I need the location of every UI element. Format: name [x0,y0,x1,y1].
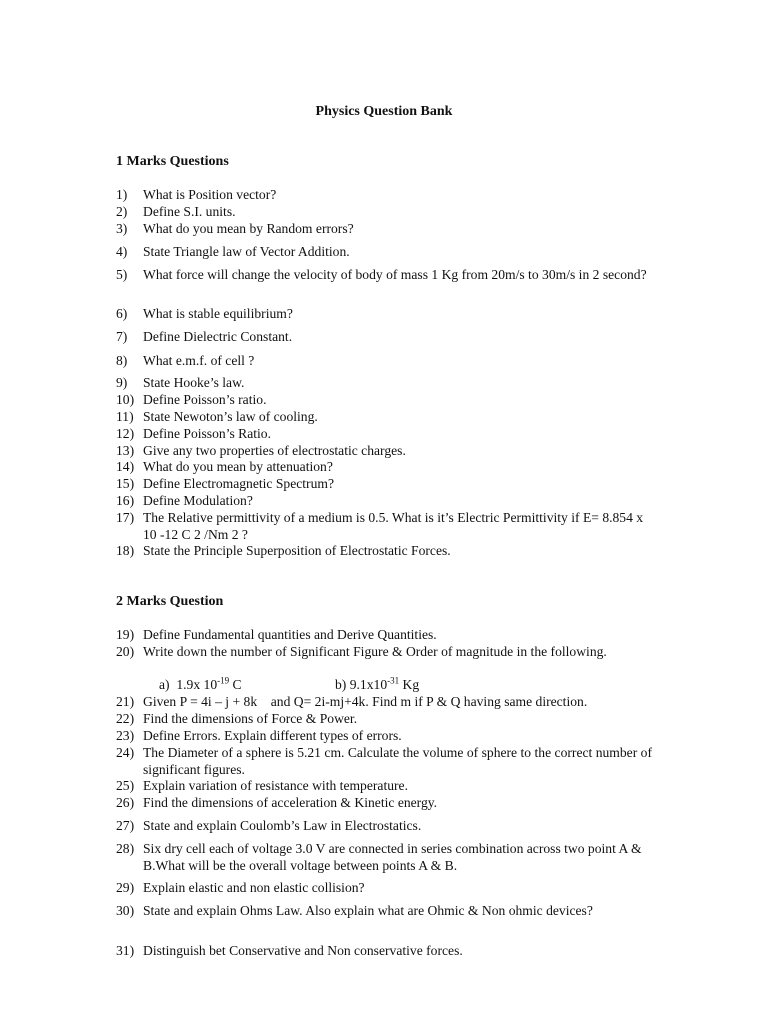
question-item [116,795,652,812]
question-number: 12) [116,426,135,441]
question-text: Write down the number of Significant Figure & Order of magnitude in the following. [143,644,607,659]
question-number: 14) [116,459,135,474]
question-number: 29) [116,880,135,895]
question-item [116,880,652,897]
section-heading-2-marks: 2 Marks Question [116,594,224,609]
question-item [116,694,652,711]
question-text: The Relative permittivity of a medium is 0.5. What is it’s Electric Permittivity if E= 8.854 x 10 -12 C 2 /Nm 2 ? [143,510,644,542]
question-item [116,204,652,221]
option-a-value: 1.9x 10 [176,677,218,692]
question-item [116,459,652,476]
question-text: The Diameter of a sphere is 5.21 cm. Calculate the volume of sphere to the correct number of significant figures. [143,745,652,777]
question-text: What is stable equilibrium? [143,306,293,321]
question-text: What do you mean by Random errors? [143,221,354,236]
question-item [116,644,652,661]
question-item [116,426,652,443]
question-number: 13) [116,443,135,458]
question-number: 5) [116,267,128,282]
question-text: Six dry cell each of voltage 3.0 V are connected in series combination across two point A & B.What will be the overall voltage between points A & B. [143,841,642,873]
option-b-exponent: -31 [387,675,400,686]
question-text: Define Fundamental quantities and Derive Quantities. [143,627,437,642]
question-text: Define Errors. Explain different types of errors. [143,728,402,743]
question-text: State Newoton’s law of cooling. [143,409,318,424]
option-a-label: a) [159,677,170,692]
question-number: 3) [116,221,128,236]
question-number: 7) [116,329,128,344]
option-a-exponent: -19 [217,675,230,686]
question-number: 8) [116,353,128,368]
question-item [116,244,652,261]
question-number: 15) [116,476,135,491]
question-item [116,329,652,346]
question-number: 6) [116,306,128,321]
question-item [116,818,652,835]
question-item [116,903,652,920]
question-text: What is Position vector? [143,187,277,202]
question-number: 23) [116,728,135,743]
question-text: State and explain Coulomb’s Law in Electrostatics. [143,818,422,833]
question-item [116,221,652,238]
question-text: Distinguish bet Conservative and Non conservative forces. [143,943,463,958]
question-number: 21) [116,694,135,709]
question-item [116,267,652,284]
question-number: 22) [116,711,135,726]
question-text: Find the dimensions of Force & Power. [143,711,358,726]
question-number: 27) [116,818,135,833]
question-number: 1) [116,187,128,202]
question-item [116,409,652,426]
option-b-label: b) [335,677,347,692]
question-text: What do you mean by attenuation? [143,459,333,474]
option-a-unit: C [232,677,242,692]
question-text: Define Poisson’s Ratio. [143,426,272,441]
question-number: 11) [116,409,134,424]
question-text: What force will change the velocity of body of mass 1 Kg from 20m/s to 30m/s in 2 second? [143,267,647,282]
question-item [116,476,652,493]
question-text: Explain elastic and non elastic collision? [143,880,365,895]
question-item [116,375,652,392]
question-number: 20) [116,644,135,659]
question-item [116,493,652,510]
question-text: Define Electromagnetic Spectrum? [143,476,334,491]
question-number: 28) [116,841,135,856]
question-text: Give any two properties of electrostatic charges. [143,443,406,458]
question-number: 9) [116,375,128,390]
question-number: 4) [116,244,128,259]
question-item [116,306,652,323]
question-text: Define Poisson’s ratio. [143,392,267,407]
question-item [116,943,652,960]
question-text: State Hooke’s law. [143,375,245,390]
question-number: 17) [116,510,135,525]
question-text: Define Modulation? [143,493,253,508]
question-number: 10) [116,392,135,407]
question-item [116,841,652,874]
question-number: 2) [116,204,128,219]
section-heading-1-marks: 1 Marks Questions [116,154,229,169]
question-item [116,187,652,204]
question-item [116,543,652,560]
question-text: What e.m.f. of cell ? [143,353,255,368]
question-number: 26) [116,795,135,810]
option-a [159,677,242,694]
question-text: State and explain Ohms Law. Also explain what are Ohmic & Non ohmic devices? [143,903,593,918]
question-text: Define S.I. units. [143,204,236,219]
question-item [116,443,652,460]
question-text: Explain variation of resistance with temperature. [143,778,408,793]
question-number: 25) [116,778,135,793]
option-b [335,677,419,694]
question-number: 16) [116,493,135,508]
question-text: State Triangle law of Vector Addition. [143,244,350,259]
question-item [116,711,652,728]
question-number: 19) [116,627,135,642]
page-title: Physics Question Bank [315,104,453,119]
question-text: Given P = 4i – j + 8k and Q= 2i-mj+4k. Find m if P & Q having same direction. [143,694,588,709]
question-number: 24) [116,745,135,760]
question-text: State the Principle Superposition of Electrostatic Forces. [143,543,451,558]
question-item [116,778,652,795]
question-number: 31) [116,943,135,958]
option-b-unit: Kg [402,677,420,692]
question-item [116,510,652,543]
option-b-value: 9.1x10 [349,677,388,692]
question-item [116,745,652,778]
question-number: 30) [116,903,135,918]
question-item [116,728,652,745]
question-item [116,392,652,409]
question-item [116,353,652,370]
question-text: Find the dimensions of acceleration & Kinetic energy. [143,795,438,810]
question-item [116,627,652,644]
question-number: 18) [116,543,135,558]
question-text: Define Dielectric Constant. [143,329,293,344]
